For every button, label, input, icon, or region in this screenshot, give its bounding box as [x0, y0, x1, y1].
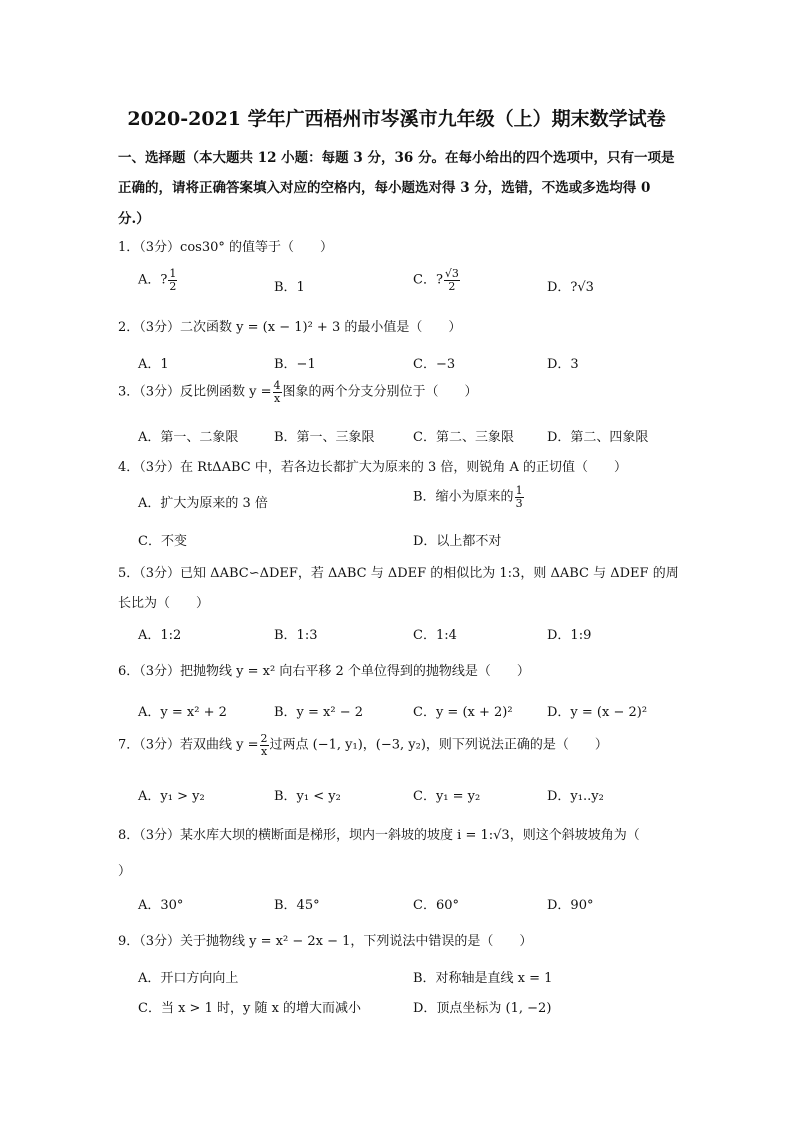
numerator: 1 — [515, 484, 523, 497]
question-2-option-c: C．−3 — [413, 357, 456, 372]
question-3-option-a: A．第一、二象限 — [138, 430, 239, 445]
question-6-stem: 6．（3分）把抛物线 y = x² 向右平移 2 个单位得到的抛物线是（ ） — [118, 664, 530, 679]
denominator: x — [273, 391, 281, 405]
question-7-option-a: A．y₁ > y₂ — [138, 789, 205, 804]
exam-title: 2020-2021 学年广西梧州市岑溪市九年级（上）期末数学试卷 — [127, 108, 666, 130]
stem-text: 图象的两个分支分别位于（ ） — [282, 384, 478, 400]
question-3-option-d: D．第二、四象限 — [547, 430, 649, 445]
stem-text: 过两点 (−1, y₁)，(−3, y₂)，则下列说法正确的是（ ） — [269, 737, 608, 753]
question-7-option-d: D．y₁..y₂ — [547, 789, 604, 804]
question-9-option-c: C．当 x > 1 时，y 随 x 的增大而减小 — [138, 1001, 362, 1016]
fraction — [168, 268, 177, 292]
question-1-option-d: D．?√3 — [547, 280, 594, 295]
question-9-stem: 9．（3分）关于抛物线 y = x² − 2x − 1，下列说法中错误的是（ ） — [118, 934, 533, 949]
denominator: x — [260, 744, 268, 758]
stem-text: 3．（3分）反比例函数 y = — [118, 384, 272, 400]
question-5-stem-line-2: 长比为（ ） — [118, 596, 210, 611]
question-6-option-a: A．y = x² + 2 — [138, 705, 227, 720]
denominator: 3 — [515, 496, 523, 510]
question-8-option-a: A．30° — [138, 898, 184, 913]
fraction — [515, 485, 524, 509]
question-1-option-a — [138, 268, 178, 292]
question-7-option-c: C．y₁ = y₂ — [413, 789, 481, 804]
question-5-option-c: C．1:4 — [413, 628, 457, 643]
question-4-option-a: A．扩大为原来的 3 倍 — [138, 496, 268, 511]
question-3-stem — [118, 380, 478, 404]
question-2-option-b: B．−1 — [274, 357, 316, 372]
denominator: 2 — [169, 279, 177, 293]
question-9-option-a: A．开口方向向上 — [138, 971, 239, 986]
question-4-option-b — [413, 485, 525, 509]
section-instructions-line-3: 分.） — [118, 211, 150, 227]
question-3-option-c: C．第二、三象限 — [413, 430, 514, 445]
option-label: A．? — [138, 272, 168, 288]
fraction — [260, 733, 269, 757]
question-5-option-b: B．1:3 — [274, 628, 318, 643]
question-8-option-d: D．90° — [547, 898, 594, 913]
question-5-option-d: D．1:9 — [547, 628, 592, 643]
question-4-stem: 4．（3分）在 RtΔABC 中，若各边长都扩大为原来的 3 倍，则锐角 A 的正切值（ ） — [118, 460, 628, 475]
option-label: C．? — [413, 272, 443, 288]
question-8-option-c: C．60° — [413, 898, 459, 913]
question-6-option-d: D．y = (x − 2)² — [547, 705, 648, 720]
question-7-stem — [118, 733, 608, 757]
question-3-option-b: B．第一、三象限 — [274, 430, 375, 445]
question-8-option-b: B．45° — [274, 898, 320, 913]
question-4-option-d: D．以上都不对 — [413, 534, 502, 549]
section-instructions-line-1: 一、选择题（本大题共 12 小题：每题 3 分，36 分。在每小给出的四个选项中，只有一项是 — [118, 150, 675, 166]
stem-text: 7．（3分）若双曲线 y = — [118, 737, 259, 753]
question-5-stem-line-1: 5．（3分）已知 ΔABC∽ΔDEF，若 ΔABC 与 ΔDEF 的相似比为 1:3，则 ΔABC 与 ΔDEF 的周 — [118, 566, 679, 581]
question-5-option-a: A．1:2 — [138, 628, 182, 643]
question-6-option-b: B．y = x² − 2 — [274, 705, 364, 720]
question-2-stem: 2．（3分）二次函数 y = (x − 1)² + 3 的最小值是（ ） — [118, 320, 462, 335]
question-7-option-b: B．y₁ < y₂ — [274, 789, 341, 804]
question-2-option-a: A．1 — [138, 357, 169, 372]
denominator: 2 — [448, 279, 456, 293]
question-1-option-b: B．1 — [274, 280, 305, 295]
question-1-option-c — [413, 268, 461, 292]
question-8-stem-line-2: ） — [118, 864, 132, 879]
fraction — [273, 380, 282, 404]
numerator: 4 — [273, 379, 281, 392]
question-9-option-b: B．对称轴是直线 x = 1 — [413, 971, 553, 986]
fraction — [444, 268, 460, 292]
question-8-stem-line-1: 8．（3分）某水库大坝的横断面是梯形，坝内一斜坡的坡度 i = 1:√3，则这个斜坡坡角为（ — [118, 828, 640, 843]
section-instructions-line-2: 正确的，请将正确答案填入对应的空格内，每小题选对得 3 分，选错，不选或多选均得 0 — [118, 180, 651, 196]
numerator: 1 — [169, 267, 177, 280]
question-6-option-c: C．y = (x + 2)² — [413, 705, 513, 720]
option-label: B．缩小为原来的 — [413, 489, 514, 505]
question-4-option-c: C．不变 — [138, 534, 187, 549]
question-1-stem: 1．（3分）cos30° 的值等于（ ） — [118, 240, 333, 255]
question-9-option-d: D．顶点坐标为 (1, −2) — [413, 1001, 552, 1016]
numerator: 2 — [260, 732, 268, 745]
question-2-option-d: D．3 — [547, 357, 579, 372]
numerator: √3 — [444, 267, 459, 280]
